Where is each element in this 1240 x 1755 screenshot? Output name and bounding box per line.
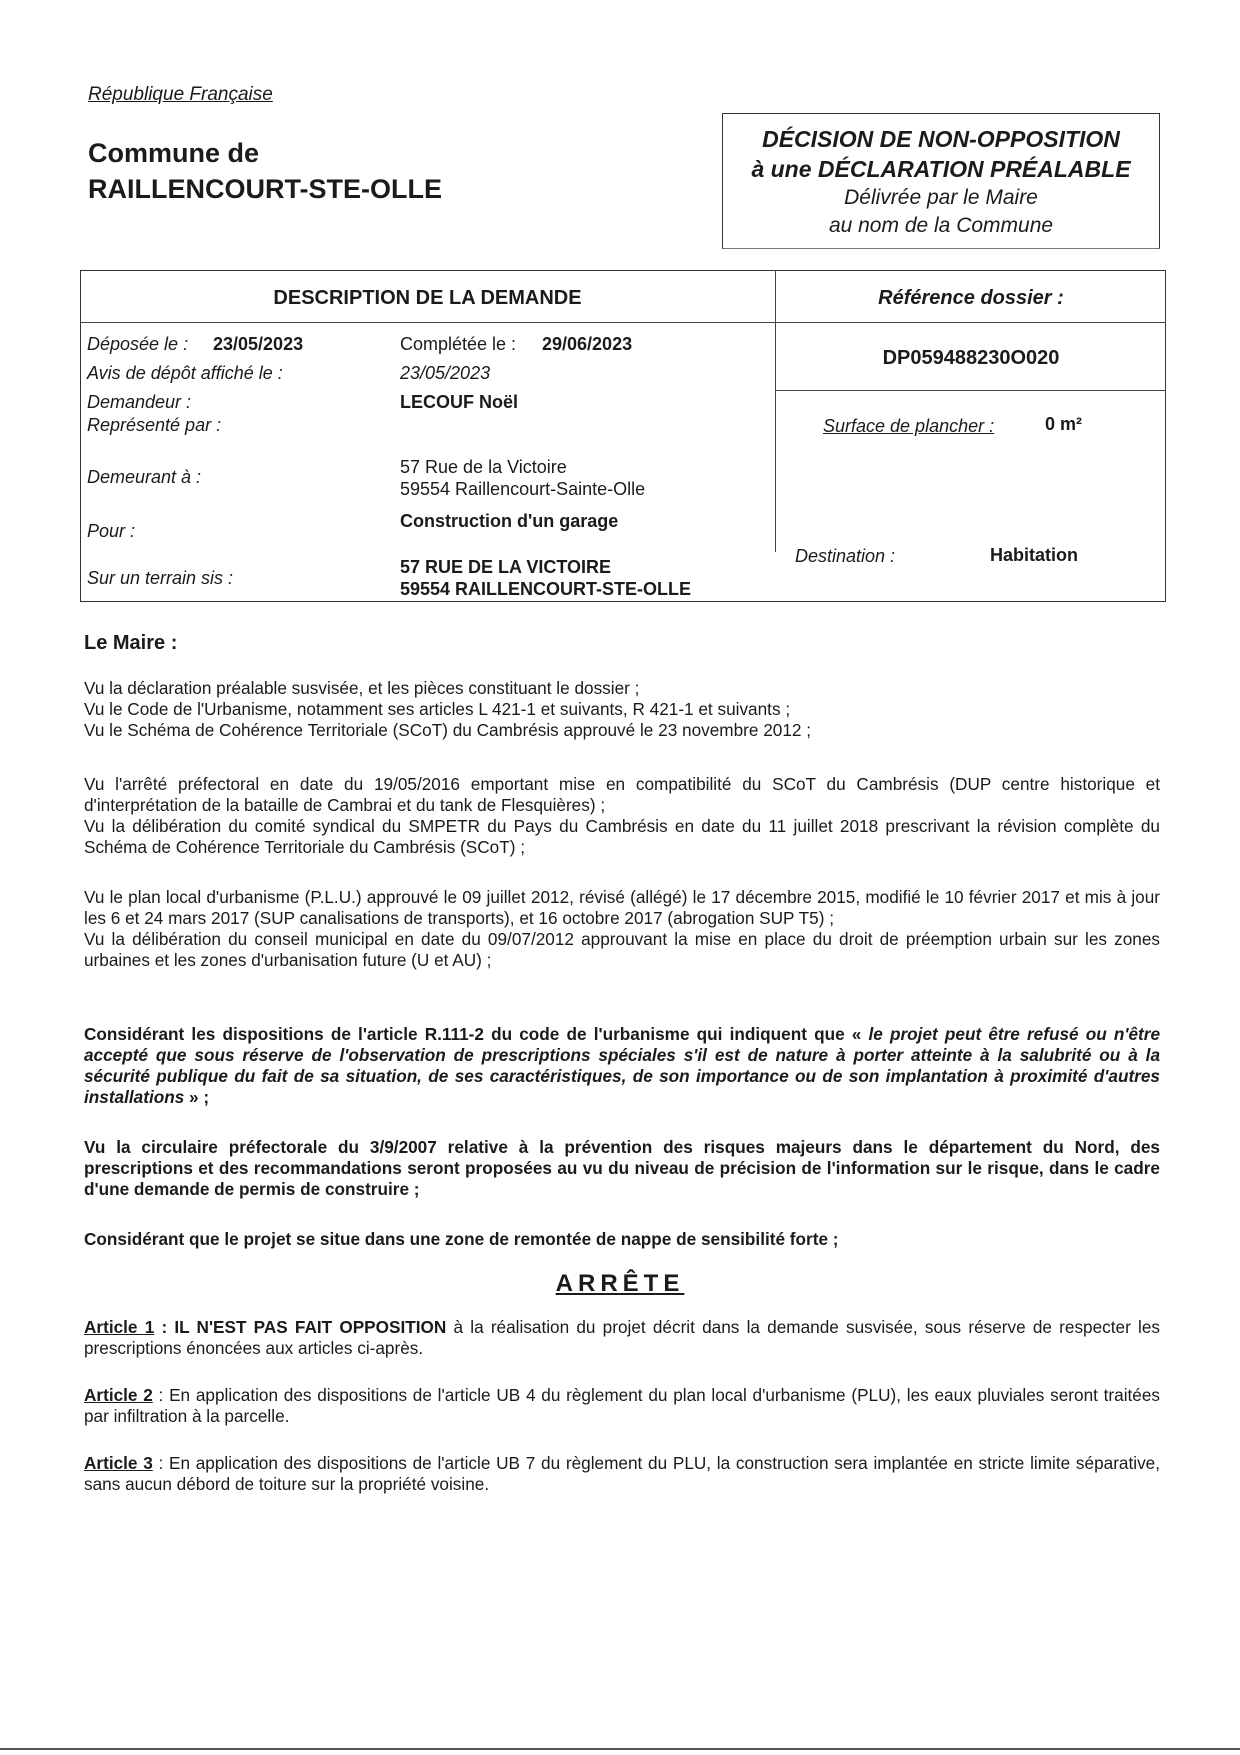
article-1-label: Article 1 (84, 1317, 155, 1337)
description-title: DESCRIPTION DE LA DEMANDE (273, 287, 582, 309)
vu-declaration: Vu la déclaration préalable susvisée, et les pièces constituant le dossier ; (84, 678, 640, 698)
considerant-r111-2-end: » ; (184, 1087, 210, 1107)
demeurant-line1: 57 Rue de la Victoire (400, 457, 567, 477)
completee-label: Complétée le : (400, 334, 517, 354)
surface-value: 0 m² (1045, 414, 1083, 434)
vu-deliberation-conseil: Vu la délibération du conseil municipal en date du 09/07/2012 approuvant la mise en place du droit de préemption urbain sur les zones urbaines et les zones d'urbanisation future (U et AU) ; (84, 929, 1160, 970)
considerant-r111-2 (84, 1024, 1160, 1108)
le-maire-heading: Le Maire : (84, 632, 178, 654)
deposee-value: 23/05/2023 (213, 334, 304, 354)
deposee-label: Déposée le : (87, 334, 189, 354)
frame-header-divider (80, 322, 1166, 323)
frame-column-divider (775, 270, 776, 552)
demeurant-line2: 59554 Raillencourt-Sainte-Olle (400, 479, 646, 499)
vu-block-3 (84, 887, 1160, 971)
republique-francaise: République Française (88, 84, 273, 105)
vu-block-2 (84, 774, 1160, 858)
terrain-line1: 57 RUE DE LA VICTOIRE (400, 557, 612, 577)
article-1-text: à la réalisation du projet décrit dans la demande susvisée, sous réserve de respecter les prescriptions énoncées aux articles ci-après. (84, 1317, 1160, 1358)
article-1: Article 1 : IL N'EST PAS FAIT OPPOSITION à la réalisation du projet décrit dans la demande susvisée, sous réserve de respecter les prescriptions énoncées aux articles ci-après. (84, 1317, 1160, 1358)
considerant-nappe-text: Considérant que le projet se situe dans une zone de remontée de nappe de sensibilité forte ; (84, 1229, 839, 1249)
decision-subtitle-line1: Délivrée par le Maire (844, 186, 1038, 209)
reference-title: Référence dossier : (878, 287, 1064, 309)
demeurant-label: Demeurant à : (87, 467, 202, 487)
commune-line1: Commune de (88, 138, 260, 168)
avis-label: Avis de dépôt affiché le : (87, 363, 283, 383)
terrain-line2: 59554 RAILLENCOURT-STE-OLLE (400, 579, 692, 599)
vu-block-1 (84, 678, 1160, 741)
page-bottom-edge (0, 1748, 1240, 1750)
reference-number: DP059488230O020 (882, 347, 1060, 369)
article-2-label: Article 2 (84, 1385, 153, 1405)
decision-box (722, 113, 1160, 249)
vu-deliberation-smpetr: Vu la délibération du comité syndical du SMPETR du Pays du Cambrésis en date du 11 juillet 2018 prescrivant la révision complète du Schéma de Cohérence Territoriale du Cambrésis (SCoT) ; (84, 816, 1160, 857)
vu-scot: Vu le Schéma de Cohérence Territoriale (SCoT) du Cambrésis approuvé le 23 novembre 2012 ; (84, 720, 812, 740)
terrain-label: Sur un terrain sis : (87, 568, 234, 588)
demandeur-value: LECOUF Noël (400, 392, 519, 412)
circulaire-text: Vu la circulaire préfectorale du 3/9/2007 relative à la prévention des risques majeurs dans le département du Nord, des prescriptions et des recommandations seront proposées au vu du niveau de précision de l'information sur le risque, dans le cadre d'une demande de permis de construire ; (84, 1137, 1160, 1199)
commune-name (88, 135, 442, 207)
vu-arrete-prefectoral: Vu l'arrêté préfectoral en date du 19/05/2016 emportant mise en compatibilité du SCoT du Cambrésis (DUP centre historique et d'interprétation de la bataille de Cambrai et du tank de Flesquières) ; (84, 774, 1160, 815)
vu-plu: Vu le plan local d'urbanisme (P.L.U.) approuvé le 09 juillet 2012, révisé (allégé) le 17 décembre 2015, modifié le 10 février 2017 et mis à jour les 6 et 24 mars 2017 (SUP canalisations de transports), et 16 octobre 2017 (abrogation SUP T5) ; (84, 887, 1160, 928)
article-3 (84, 1453, 1160, 1495)
article-1-bold: IL N'EST PAS FAIT OPPOSITION (174, 1317, 447, 1337)
demandeur-label: Demandeur : (87, 392, 192, 412)
represente-label: Représenté par : (87, 415, 222, 435)
vu-code-urbanisme: Vu le Code de l'Urbanisme, notamment ses articles L 421-1 et suivants, R 421-1 et suivants ; (84, 699, 791, 719)
considerant-r111-2-citation: le projet peut être refusé ou n'être accepté que sous réserve de l'observation de prescriptions spéciales s'il est de nature à porter atteinte à la salubrité ou à la sécurité publique du fait de sa situation, de ses caractéristiques, de son importance ou de son implantation à proximité d'autres installations (84, 1024, 1161, 1107)
avis-value: 23/05/2023 (400, 363, 491, 383)
commune-line2: RAILLENCOURT-STE-OLLE (88, 174, 442, 204)
article-3-text: : En application des dispositions de l'article UB 7 du règlement du PLU, la construction sera implantée en stricte limite séparative, sans aucun débord de toiture sur la propriété voisine. (84, 1453, 1160, 1494)
reference-divider (775, 390, 1166, 391)
pour-label: Pour : (87, 521, 136, 541)
destination-value: Habitation (990, 545, 1078, 565)
article-3-label: Article 3 (84, 1453, 153, 1473)
decision-title-line1: DÉCISION DE NON-OPPOSITION (762, 126, 1120, 152)
decision-title-line2: à une DÉCLARATION PRÉALABLE (751, 156, 1131, 182)
considerant-nappe (84, 1229, 1160, 1250)
considerant-r111-2-intro: Considérant les dispositions de l'article R.111-2 du code de l'urbanisme qui indiquent que « (84, 1024, 869, 1044)
pour-value: Construction d'un garage (400, 511, 619, 531)
arrete-heading: ARRÊTE (555, 1270, 685, 1297)
decision-subtitle-line2: au nom de la Commune (828, 214, 1054, 237)
article-2 (84, 1385, 1160, 1427)
surface-label: Surface de plancher : (823, 416, 995, 436)
destination-label: Destination : (795, 546, 896, 566)
completee-value: 29/06/2023 (542, 334, 633, 354)
article-2-text: : En application des dispositions de l'article UB 4 du règlement du plan local d'urbanisme (PLU), les eaux pluviales seront traitées par infiltration à la parcelle. (84, 1385, 1161, 1426)
circulaire-paragraph (84, 1137, 1160, 1200)
